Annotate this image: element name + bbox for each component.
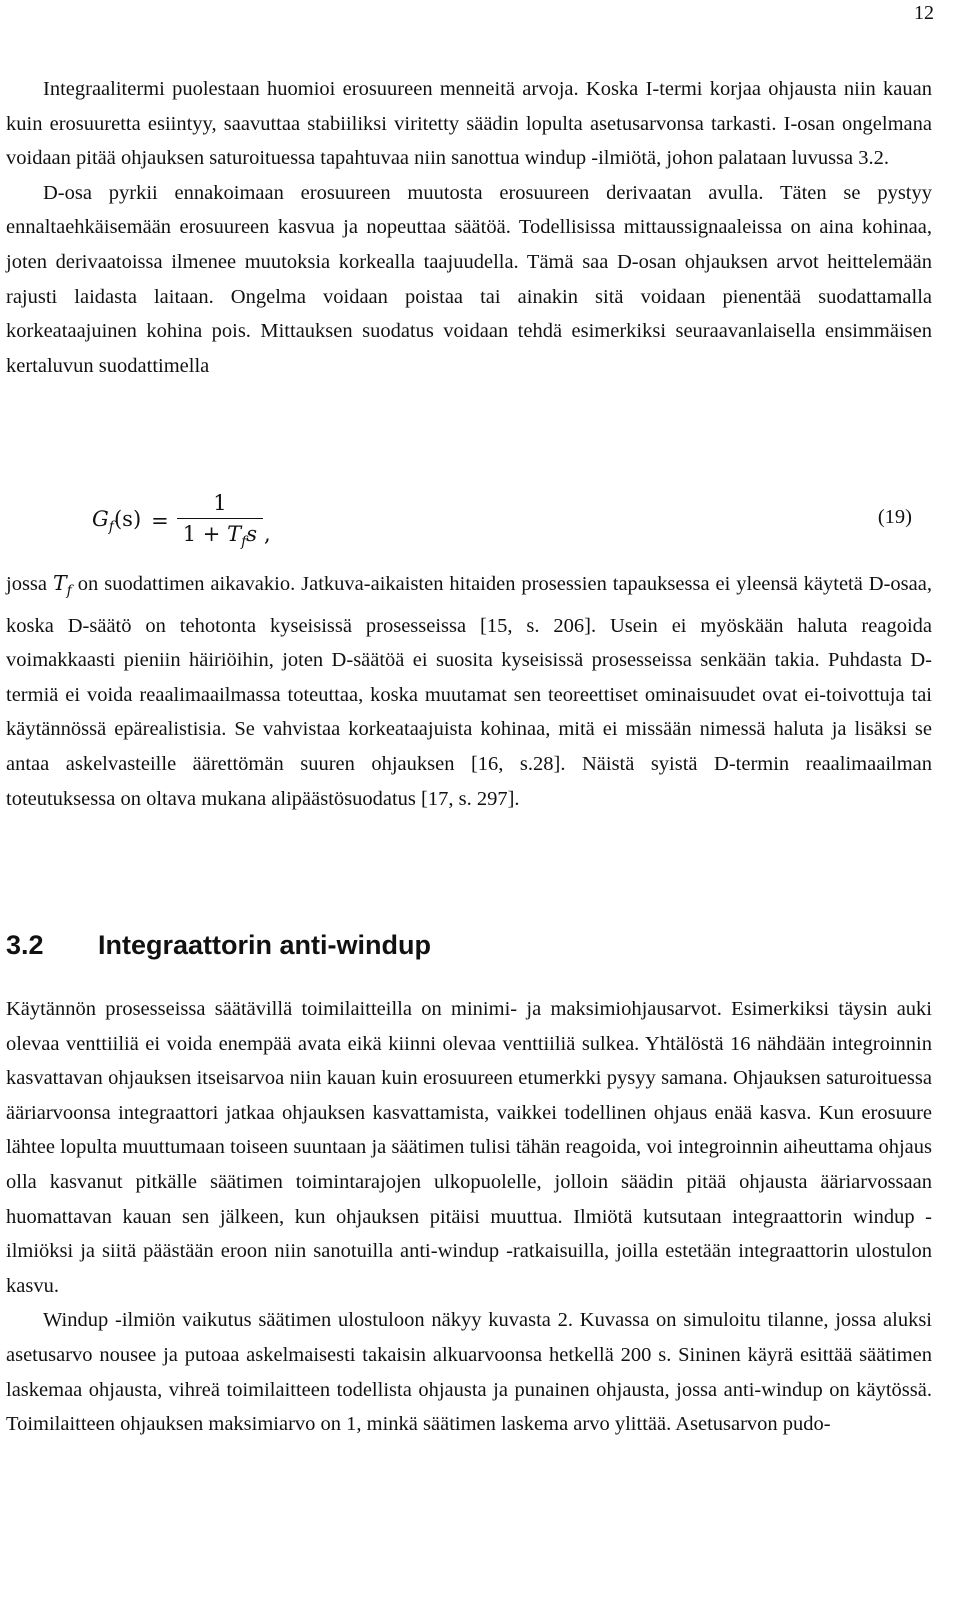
- paragraph-anti-windup: Käytännön prosesseissa säätävillä toimilaitteilla on minimi- ja maksimiohjausarvot. Esimerkiksi täysin auki olevaa venttiiliä ei voida enempää avata eikä kiinni olevaa venttiiliä sulkea. Yhtälöstä 16 nähdään integroinnin kasvattavan ohjauksen itseisarvoa niin kauan kuin erosuureen etumerkki pysyy samana. Ohjauksen saturoituessa ääriarvoonsa integraattori jatkaa ohjauksen kasvattamista, vaikkei todellinen ohjaus enää kasva. Kun erosuure lähtee lopulta muuttumaan toiseen suuntaan ja säätimen tulisi tähän reagoida, voi integroinnin aiheuttama ohjaus olla kasvanut pitkälle säätimen toimintarajojen ulkopuolelle, jolloin säädin pitää ohjausta ääriarvossaan huomattavan kauan sen jälkeen, kun ohjauksen pitäisi muuttua. Ilmiötä kutsutaan integraattorin windup -ilmiöksi ja siitä päästään eroon niin sanotuilla anti-windup -ratkaisuilla, joilla estetään integraattorin ulostulon kasvu.: [6, 998, 932, 1297]
- section-number: 3.2: [6, 930, 44, 960]
- inline-variable-subscript: f: [66, 583, 72, 600]
- equation-denominator-prefix: 1 +: [182, 522, 228, 547]
- equation-body: [92, 484, 271, 558]
- text-block-middle: [6, 566, 932, 816]
- section-heading: [6, 930, 431, 961]
- equation-denominator-variable: s: [246, 522, 258, 547]
- paragraph-derivative-term: D-osa pyrkii ennakoimaan erosuureen muutosta erosuureen derivaatan avulla. Täten se pystyy ennaltaehkäisemään erosuureen kasvua ja nopeuttaa säätöä. Todellisissa mittaussignaaleissa on aina kohinaa, joten derivaatoissa ilmenee muutoksia korkealla taajuudella. Tämä saa D-osan ohjauksen arvot heittelemään rajusti laidasta laitaan. Ongelma voidaan poistaa tai ainakin sitä voidaan pienentää suodattamalla korkeataajuinen kohina pois. Mittauksen suodatus voidaan tehdä esimerkiksi seuraavanlaisella ensimmäisen kertaluvun suodattimella: [6, 181, 932, 377]
- paragraph-integral-term: Integraalitermi puolestaan huomioi erosuureen menneitä arvoja. Koska I-termi korjaa ohjausta niin kauan kuin erosuuretta esiintyy, saavuttaa stabiiliksi viritetty säädin lopulta asetusarvonsa tarkasti. I-osan ongelmana voidaan pitää ohjauksen saturoituessa tapahtuvaa niin sanottua windup -ilmiötä, johon palataan luvussa 3.2.: [6, 78, 932, 170]
- equation-denominator-subscript: f: [241, 534, 247, 551]
- text-block-bottom: [6, 992, 932, 1442]
- equation-19: [0, 484, 960, 568]
- paragraph-after-equation-lead: jossa: [6, 573, 53, 595]
- inline-variable-symbol: T: [52, 571, 67, 595]
- text-block-top: [6, 72, 932, 383]
- equation-comma: ,: [264, 522, 271, 546]
- equation-fraction: [177, 491, 263, 550]
- equation-denominator: [177, 518, 263, 550]
- inline-variable-tf: [52, 571, 72, 600]
- page-number: 12: [914, 2, 934, 24]
- paragraph-after-equation: [6, 566, 932, 816]
- equation-lhs-symbol: G: [92, 506, 109, 531]
- paragraph-simulation: Windup -ilmiön vaikutus säätimen ulostuloon näkyy kuvasta 2. Kuvassa on simuloitu tilanne, jossa aluksi asetusarvo nousee ja putoaa askelmaisesti takaisin alkuarvoonsa hetkellä 200 s. Sininen käyrä esittää säätimen laskemaa ohjausta, vihreä toimilaitteen todellista ohjausta ja punainen ohjausta, jossa anti-windup on käytössä. Toimilaitteen ohjauksen maksimiarvo on 1, minkä säätimen laskema arvo ylittää. Asetusarvon pudo-: [6, 1309, 932, 1436]
- equation-numerator: 1: [213, 491, 227, 516]
- equation-number: (19): [877, 506, 912, 528]
- equation-denominator-symbol: T: [227, 522, 242, 547]
- equation-lhs: [92, 507, 141, 535]
- section-title: Integraattorin anti-windup: [98, 930, 431, 960]
- paragraph-after-equation-text: on suodattimen aikavakio. Jatkuva-aikaisten hitaiden prosessien tapauksessa ei yleensä käytetä D-osaa, koska D-säätö on tehotonta kyseisissä prosesseissa [15, s. 206]. Usein ei myöskään haluta reagoida voimakkaasti pieniin häiriöihin, joten D-säätöä ei suosita kyseisissä prosesseissa senkään takia. Puhdasta D-termiä ei voida reaalimaailmassa toteuttaa, koska muutamat sen teoreettiset ominaisuudet ovat ei-toivottuja tai käytännössä epärealistisia. Se vahvistaa korkeataajuista kohinaa, mitä ei missään nimessä haluta ja lisäksi se antaa askelvasteille äärettömän suuren ohjauksen [16, s.28]. Näistä syistä D-termin reaalimaailman toteutuksessa on oltava mukana alipäästösuodatus [17, s. 297].: [6, 573, 932, 810]
- equation-equals: =: [151, 509, 169, 533]
- equation-lhs-argument: (s): [113, 506, 142, 531]
- equation-lhs-subscript: f: [108, 519, 114, 536]
